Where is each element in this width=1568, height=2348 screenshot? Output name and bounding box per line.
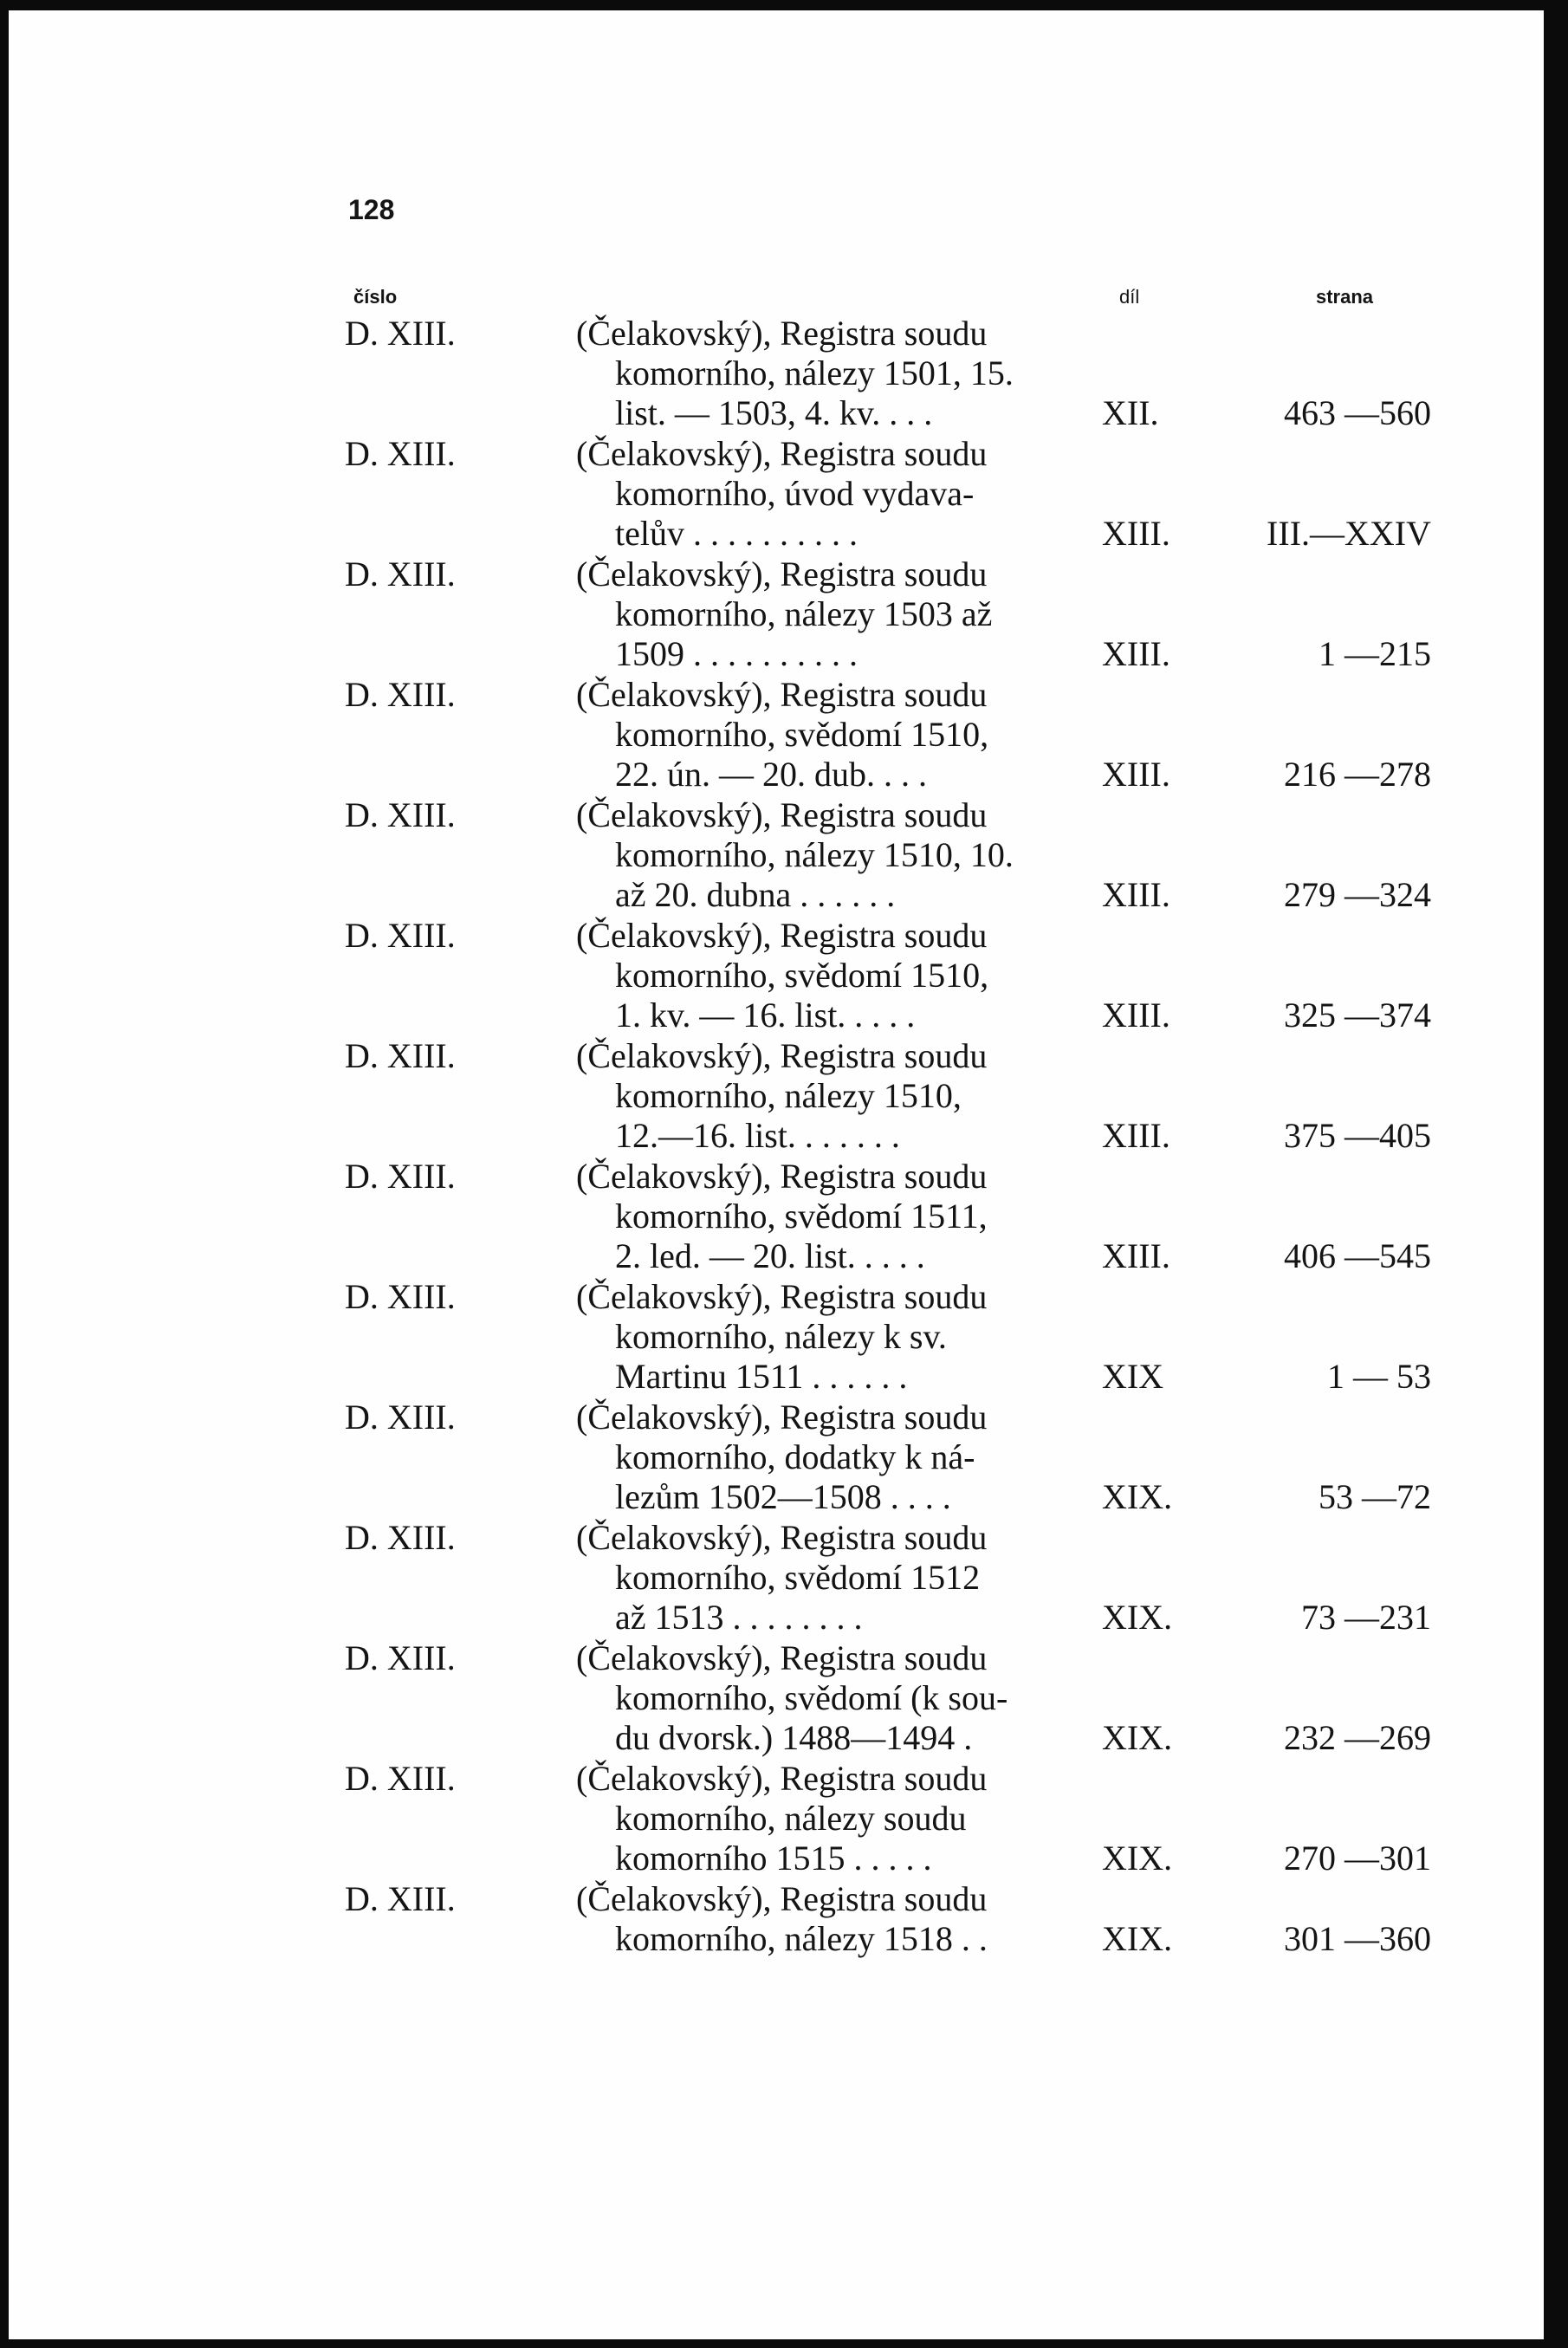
column-header-cislo: číslo	[353, 286, 398, 308]
entry-title-line: 12.—16. list. . . . . . .	[615, 1116, 900, 1155]
entry-title-line: komorního, nálezy 1518 . .	[615, 1919, 988, 1958]
entry-title	[576, 1518, 1061, 1638]
entry-title-line: komorního, svědomí 1512	[615, 1558, 981, 1597]
entry-dil: XIII.	[1102, 875, 1170, 914]
entry-title-line: (Čelakovský), Registra soudu	[576, 1157, 988, 1196]
entry-title	[576, 314, 1061, 433]
entry-strana: 463 —560	[1284, 393, 1431, 432]
list-item	[9, 1398, 1544, 1518]
entry-title	[576, 1157, 1061, 1276]
entry-title-line: du dvorsk.) 1488—1494 .	[615, 1718, 973, 1757]
entry-title	[576, 1277, 1061, 1397]
list-item	[9, 795, 1544, 916]
list-item	[9, 675, 1544, 795]
entry-title-line: až 20. dubna . . . . . .	[615, 875, 896, 914]
entry-title-line: komorního 1515 . . . . .	[615, 1839, 932, 1878]
list-item	[9, 1759, 1544, 1879]
entry-dil: XIII.	[1102, 996, 1170, 1035]
entry-title-line: komorního, úvod vydava-	[615, 474, 975, 513]
entry-title	[576, 1879, 1061, 1959]
entry-title	[576, 1638, 1061, 1758]
list-item	[9, 555, 1544, 675]
entry-title-line: (Čelakovský), Registra soudu	[576, 1277, 988, 1316]
entry-dil: XIX.	[1102, 1718, 1173, 1757]
entry-title-line: komorního, svědomí 1510,	[615, 956, 989, 995]
column-header-dil: díl	[1119, 286, 1140, 308]
entry-dil: XIX.	[1102, 1839, 1173, 1878]
entry-cislo: D. XIII.	[345, 795, 456, 834]
entry-strana: 375 —405	[1284, 1116, 1431, 1155]
entry-cislo: D. XIII.	[345, 1879, 456, 1918]
entry-strana: 53 —72	[1319, 1477, 1431, 1516]
entry-title	[576, 675, 1061, 795]
entry-title-line: (Čelakovský), Registra soudu	[576, 1638, 988, 1677]
entry-title	[576, 1036, 1061, 1156]
entry-strana: 325 —374	[1284, 996, 1431, 1035]
entry-list	[9, 314, 1544, 2000]
entry-dil: XIII.	[1102, 634, 1170, 673]
entry-cislo: D. XIII.	[345, 555, 456, 593]
entry-title	[576, 434, 1061, 554]
entry-title-line: (Čelakovský), Registra soudu	[576, 1518, 988, 1557]
entry-title-line: (Čelakovský), Registra soudu	[576, 434, 988, 473]
entry-cislo: D. XIII.	[345, 1157, 456, 1196]
entry-cislo: D. XIII.	[345, 1277, 456, 1316]
entry-strana: 1 —215	[1319, 634, 1431, 673]
list-item	[9, 1277, 1544, 1398]
entry-title-line: komorního, svědomí 1511,	[615, 1197, 988, 1236]
entry-title-line: komorního, nálezy 1510,	[615, 1076, 962, 1115]
list-item	[9, 314, 1544, 434]
entry-title	[576, 555, 1061, 674]
entry-title-line: komorního, nálezy 1503 až	[615, 594, 993, 633]
entry-title-line: komorního, nálezy 1510, 10.	[615, 835, 1014, 874]
entry-strana: 73 —231	[1301, 1598, 1431, 1637]
entry-title-line: (Čelakovský), Registra soudu	[576, 675, 988, 714]
entry-strana: 216 —278	[1284, 755, 1431, 794]
entry-title-line: (Čelakovský), Registra soudu	[576, 1879, 988, 1918]
entry-cislo: D. XIII.	[345, 434, 456, 473]
entry-cislo: D. XIII.	[345, 916, 456, 955]
entry-title-line: (Čelakovský), Registra soudu	[576, 1036, 988, 1075]
entry-dil: XIX.	[1102, 1477, 1173, 1516]
entry-strana: III.—XXIV	[1267, 514, 1431, 553]
entry-cislo: D. XIII.	[345, 1759, 456, 1798]
entry-title-line: 1. kv. — 16. list. . . . .	[615, 996, 916, 1035]
entry-title-line: komorního, nálezy soudu	[615, 1799, 967, 1838]
entry-cislo: D. XIII.	[345, 675, 456, 714]
entry-strana: 406 —545	[1284, 1236, 1431, 1275]
entry-title	[576, 1398, 1061, 1517]
entry-dil: XIII.	[1102, 755, 1170, 794]
entry-dil: XIX.	[1102, 1919, 1173, 1958]
list-item	[9, 1036, 1544, 1157]
entry-title-line: komorního, nálezy k sv.	[615, 1317, 947, 1356]
entry-title-line: (Čelakovský), Registra soudu	[576, 1759, 988, 1798]
entry-title-line: telův . . . . . . . . . .	[615, 514, 858, 553]
entry-strana: 1 — 53	[1327, 1357, 1431, 1396]
entry-title-line: Martinu 1511 . . . . . .	[615, 1357, 908, 1396]
entry-dil: XIII.	[1102, 1116, 1170, 1155]
entry-title-line: list. — 1503, 4. kv. . . .	[615, 393, 933, 432]
entry-cislo: D. XIII.	[345, 1398, 456, 1437]
entry-strana: 232 —269	[1284, 1718, 1431, 1757]
entry-dil: XIII.	[1102, 1236, 1170, 1275]
entry-title-line: komorního, svědomí (k sou-	[615, 1678, 1008, 1717]
entry-cislo: D. XIII.	[345, 1518, 456, 1557]
entry-strana: 279 —324	[1284, 875, 1431, 914]
list-item	[9, 1638, 1544, 1759]
entry-title-line: (Čelakovský), Registra soudu	[576, 314, 988, 353]
column-header-strana: strana	[1316, 286, 1374, 308]
entry-title-line: až 1513 . . . . . . . .	[615, 1598, 863, 1637]
list-item	[9, 1157, 1544, 1277]
entry-cislo: D. XIII.	[345, 1638, 456, 1677]
entry-cislo: D. XIII.	[345, 314, 456, 353]
entry-title-line: lezům 1502—1508 . . . .	[615, 1477, 951, 1516]
page-number: 128	[348, 194, 395, 225]
entry-dil: XIX.	[1102, 1598, 1173, 1637]
entry-title-line: komorního, svědomí 1510,	[615, 715, 989, 754]
entry-title	[576, 916, 1061, 1035]
entry-dil: XII.	[1102, 393, 1159, 432]
entry-title-line: (Čelakovský), Registra soudu	[576, 795, 988, 834]
entry-dil: XIII.	[1102, 514, 1170, 553]
entry-cislo: D. XIII.	[345, 1036, 456, 1075]
list-item	[9, 434, 1544, 555]
entry-title-line: (Čelakovský), Registra soudu	[576, 916, 988, 955]
entry-title	[576, 1759, 1061, 1878]
list-item	[9, 1518, 1544, 1638]
entry-dil: XIX	[1102, 1357, 1164, 1396]
entry-title-line: komorního, dodatky k ná-	[615, 1437, 975, 1476]
entry-title-line: (Čelakovský), Registra soudu	[576, 1398, 988, 1437]
entry-strana: 301 —360	[1284, 1919, 1431, 1958]
entry-strana: 270 —301	[1284, 1839, 1431, 1878]
list-item	[9, 1879, 1544, 2000]
document-page	[9, 10, 1544, 2339]
entry-title	[576, 795, 1061, 915]
entry-title-line: 22. ún. — 20. dub. . . .	[615, 755, 927, 794]
entry-title-line: (Čelakovský), Registra soudu	[576, 555, 988, 593]
list-item	[9, 916, 1544, 1036]
entry-title-line: komorního, nálezy 1501, 15.	[615, 353, 1014, 392]
entry-title-line: 1509 . . . . . . . . . .	[615, 634, 858, 673]
entry-title-line: 2. led. — 20. list. . . . .	[615, 1236, 925, 1275]
